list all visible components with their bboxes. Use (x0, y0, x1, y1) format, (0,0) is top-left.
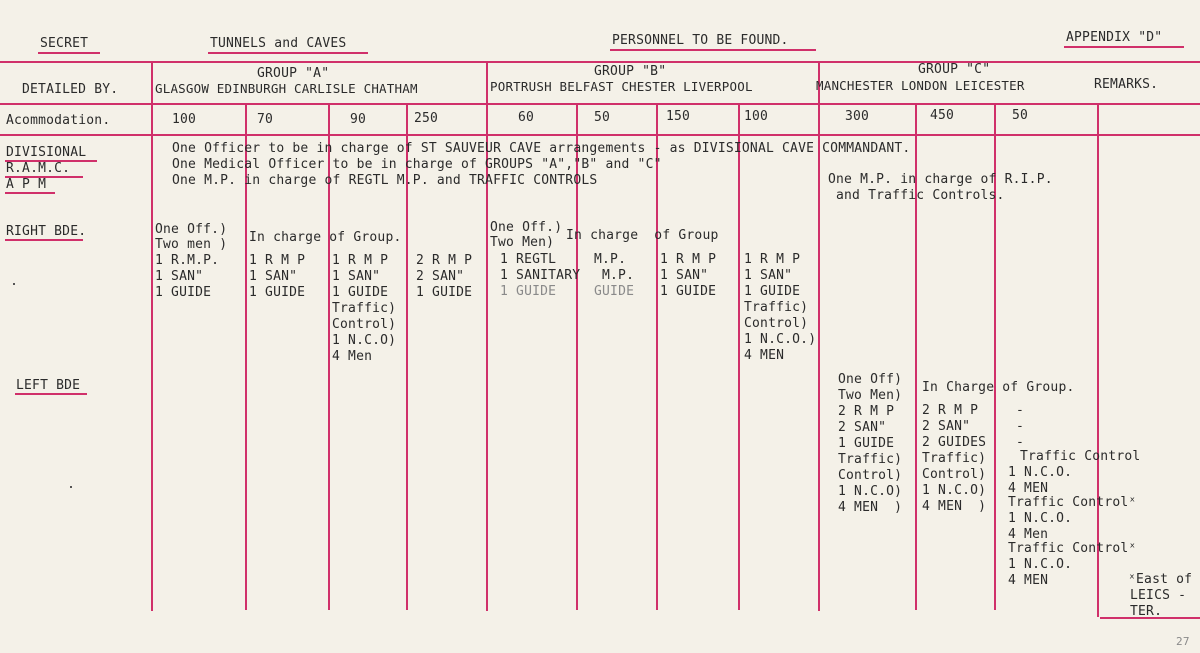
underline (208, 52, 368, 54)
right-liverpool: Control) (744, 316, 809, 331)
right-carlisle: 4 Men (332, 349, 373, 364)
remarks-note: ˣEast of (1128, 572, 1193, 587)
right-glasgow: 1 R.M.P. (155, 253, 220, 268)
accommodation-carlisle: 90 (350, 112, 367, 127)
left-manchester: 4 MEN ) (838, 500, 903, 515)
right-chatham: 2 R M P (416, 253, 473, 268)
stray-mark (13, 283, 15, 285)
right-edinburgh: 1 GUIDE (249, 285, 306, 300)
stray-mark (70, 486, 72, 488)
left-london: 2 GUIDES (922, 435, 987, 450)
right-liverpool: Traffic) (744, 300, 809, 315)
divisional-label: DIVISIONAL (6, 145, 87, 160)
accommodation-liverpool: 100 (744, 109, 769, 124)
right-carlisle: Traffic) (332, 301, 397, 316)
left-london: 4 MEN ) (922, 499, 987, 514)
left-manchester: Two Men) (838, 388, 903, 403)
left-manchester: 2 SAN" (838, 420, 887, 435)
right-edinburgh: 1 SAN" (249, 269, 298, 284)
right-chatham: 2 SAN" (416, 269, 465, 284)
group-c-left-note: In Charge of Group. (922, 380, 1075, 395)
right-belfast: M.P. (602, 268, 635, 283)
table-rule (0, 61, 1200, 63)
appendix-label: APPENDIX "D" (1066, 30, 1163, 45)
left-leicester: 4 MEN (1008, 481, 1049, 496)
group-a-note: In charge of Group. (249, 230, 402, 245)
accommodation-chester: 150 (666, 109, 691, 124)
underline (5, 192, 55, 194)
accommodation-portrush: 60 (518, 110, 535, 125)
left-manchester: Traffic) (838, 452, 903, 467)
group-b-places: PORTRUSH BELFAST CHESTER LIVERPOOL (490, 79, 753, 94)
underline (38, 52, 100, 54)
group-c-header: GROUP "C" (918, 62, 991, 77)
right-carlisle: 1 GUIDE (332, 285, 389, 300)
right-chester: 1 SAN" (660, 268, 709, 283)
left-leicester: 1 N.C.O. (1008, 557, 1073, 572)
right-glasgow: One Off.) (155, 222, 228, 237)
group-a-places: GLASGOW EDINBURGH CARLISLE CHATHAM (155, 81, 418, 96)
left-leicester: Traffic Controlˣ (1008, 541, 1137, 556)
right-portrush: One Off.) (490, 220, 563, 235)
right-portrush: 1 GUIDE (500, 284, 557, 299)
page-number: 27 (1176, 635, 1190, 648)
left-leicester: 1 N.C.O. (1008, 511, 1073, 526)
right-glasgow: 1 GUIDE (155, 285, 212, 300)
right-chester: 1 GUIDE (660, 284, 717, 299)
group-c-note: and Traffic Controls. (836, 188, 1005, 203)
left-manchester: Control) (838, 468, 903, 483)
group-b-header: GROUP "B" (594, 64, 667, 79)
left-leicester: - (1016, 419, 1025, 434)
accommodation-chatham: 250 (414, 111, 439, 126)
left-leicester: 4 MEN (1008, 573, 1049, 588)
group-c-note: One M.P. in charge of R.I.P. (828, 172, 1053, 187)
apm-label: A P M (6, 177, 47, 192)
accommodation-glasgow: 100 (172, 112, 197, 127)
left-london: 2 R M P (922, 403, 979, 418)
ramc-label: R.A.M.C. (6, 161, 71, 176)
column-rule (151, 61, 153, 611)
right-liverpool: 1 R M P (744, 252, 801, 267)
left-london: Control) (922, 467, 987, 482)
right-belfast: GUIDE (594, 284, 635, 299)
left-london: Traffic) (922, 451, 987, 466)
underline (1064, 46, 1184, 48)
accommodation-label: Acommodation. (6, 113, 111, 128)
accommodation-edinburgh: 70 (257, 112, 274, 127)
accommodation-manchester: 300 (845, 109, 870, 124)
right-portrush: Two Men) (490, 235, 555, 250)
underline (15, 393, 87, 395)
right-carlisle: 1 R M P (332, 253, 389, 268)
right-bde-label: RIGHT BDE. (6, 224, 87, 239)
left-manchester: One Off) (838, 372, 903, 387)
underline (610, 49, 816, 51)
right-carlisle: Control) (332, 317, 397, 332)
remarks-header: REMARKS. (1094, 77, 1159, 92)
right-carlisle: 1 N.C.O) (332, 333, 397, 348)
left-manchester: 1 GUIDE (838, 436, 895, 451)
left-bde-label: LEFT BDE (16, 378, 81, 393)
right-edinburgh: 1 R M P (249, 253, 306, 268)
right-portrush: 1 REGTL (500, 252, 557, 267)
left-leicester: 4 Men (1008, 527, 1049, 542)
group-c-places: MANCHESTER LONDON LEICESTER (816, 78, 1025, 93)
remarks-note: LEICS - (1130, 588, 1187, 603)
right-chester: 1 R M P (660, 252, 717, 267)
column-rule (738, 103, 740, 610)
right-portrush: 1 SANITARY (500, 268, 581, 283)
right-belfast: M.P. (594, 252, 627, 267)
divisional-line: One Officer to be in charge of ST SAUVEUR CAVE arrangements - as DIVISIONAL CAVE COMMANDANT. (172, 141, 911, 156)
left-london: 2 SAN" (922, 419, 971, 434)
secret-label: SECRET (40, 36, 89, 51)
detailed-by-header: DETAILED BY. (22, 82, 119, 97)
left-leicester: - (1016, 403, 1025, 418)
document-title: TUNNELS and CAVES (210, 36, 347, 51)
left-leicester: Traffic Control (1020, 449, 1141, 464)
accommodation-london: 450 (930, 108, 955, 123)
right-liverpool: 1 GUIDE (744, 284, 801, 299)
right-glasgow: Two men ) (155, 237, 228, 252)
group-b-note: In charge of Group (566, 228, 719, 243)
table-rule (0, 103, 1200, 105)
table-rule (0, 134, 1200, 136)
remarks-note: TER. (1130, 604, 1163, 619)
divisional-line: One M.P. in charge of REGTL M.P. and TRAFFIC CONTROLS (172, 173, 598, 188)
left-leicester: Traffic Controlˣ (1008, 495, 1137, 510)
divisional-line: One Medical Officer to be in charge of GROUPS "A","B" and "C" (172, 157, 662, 172)
right-carlisle: 1 SAN" (332, 269, 381, 284)
right-liverpool: 4 MEN (744, 348, 785, 363)
document-subtitle: PERSONNEL TO BE FOUND. (612, 33, 789, 48)
left-manchester: 2 R M P (838, 404, 895, 419)
underline (5, 239, 83, 241)
left-manchester: 1 N.C.O) (838, 484, 903, 499)
right-liverpool: 1 N.C.O.) (744, 332, 817, 347)
group-a-header: GROUP "A" (257, 66, 330, 81)
right-chatham: 1 GUIDE (416, 285, 473, 300)
right-glasgow: 1 SAN" (155, 269, 204, 284)
accommodation-belfast: 50 (594, 110, 611, 125)
accommodation-leicester: 50 (1012, 108, 1029, 123)
left-london: 1 N.C.O) (922, 483, 987, 498)
left-leicester: - (1016, 435, 1025, 450)
left-leicester: 1 N.C.O. (1008, 465, 1073, 480)
column-rule (656, 103, 658, 610)
right-liverpool: 1 SAN" (744, 268, 793, 283)
column-rule (1097, 103, 1099, 617)
